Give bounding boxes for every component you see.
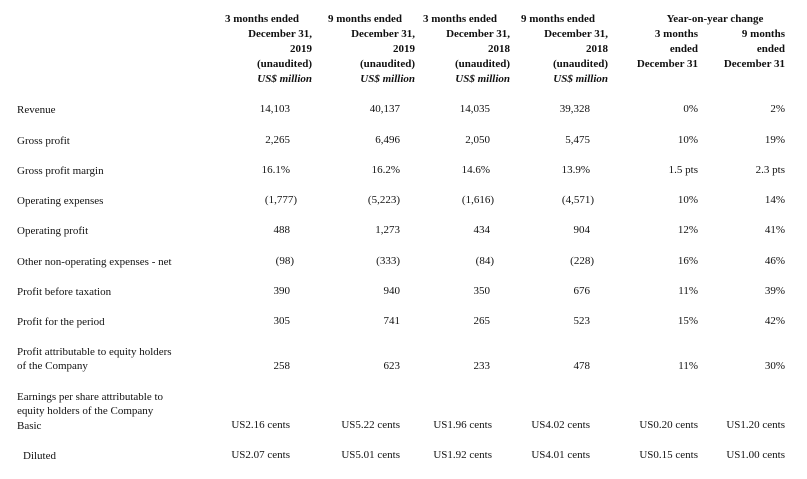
cell-q3-2018: US1.92 cents xyxy=(433,449,492,461)
cell-9m-2018: 13.9% xyxy=(561,164,590,176)
yoy-header-9m xyxy=(700,27,785,72)
cell-9m-2019: 40,137 xyxy=(369,103,400,115)
row-label: Revenue xyxy=(17,104,56,116)
row-label: Gross profit xyxy=(17,135,70,147)
table-row-operating-expenses xyxy=(0,194,807,224)
cell-yoy-9m: 46% xyxy=(764,255,785,267)
cell-9m-2018: (4,571) xyxy=(561,194,594,206)
header-line: 3 months xyxy=(654,28,698,40)
cell-yoy-3m: 15% xyxy=(677,315,698,327)
cell-q3-2019: 488 xyxy=(273,224,290,236)
row-label: Profit for the period xyxy=(17,316,105,328)
header-line: December 31, xyxy=(446,28,510,40)
cell-9m-2019: 741 xyxy=(383,315,400,327)
cell-q3-2018: 2,050 xyxy=(465,134,490,146)
cell-q3-2018: 434 xyxy=(473,224,490,236)
cell-yoy-9m: 2.3 pts xyxy=(755,164,785,176)
cell-yoy-3m: 11% xyxy=(678,285,698,297)
row-label: Gross profit margin xyxy=(17,165,104,177)
row-sublabel: Basic xyxy=(17,420,42,432)
cell-yoy-3m: 0% xyxy=(683,103,698,115)
cell-q3-2018: (1,616) xyxy=(461,194,494,206)
header-line: (unaudited) xyxy=(359,58,415,70)
table-row-profit-for-the-period xyxy=(0,315,807,345)
cell-yoy-3m: US0.20 cents xyxy=(639,419,698,431)
header-line: 3 months ended xyxy=(423,13,497,25)
table-row-profit-attributable xyxy=(0,345,807,377)
cell-9m-2018: 676 xyxy=(573,285,590,297)
cell-yoy-9m: 30% xyxy=(764,360,785,372)
cell-yoy-9m: 42% xyxy=(764,315,785,327)
table-row-gross-profit xyxy=(0,134,807,164)
cell-yoy-3m: US0.15 cents xyxy=(639,449,698,461)
cell-9m-2018: US4.02 cents xyxy=(531,419,590,431)
header-line: (unaudited) xyxy=(454,58,510,70)
cell-yoy-9m: 39% xyxy=(764,285,785,297)
cell-yoy-3m: 16% xyxy=(677,255,698,267)
cell-9m-2018: 478 xyxy=(573,360,590,372)
column-header-q3-2019 xyxy=(212,12,312,87)
cell-9m-2019: 6,496 xyxy=(375,134,400,146)
cell-yoy-9m: 2% xyxy=(770,103,785,115)
cell-yoy-3m: 1.5 pts xyxy=(668,164,698,176)
row-label: Operating expenses xyxy=(17,195,104,207)
cell-q3-2018: 265 xyxy=(473,315,490,327)
header-line: 3 months ended xyxy=(225,13,299,25)
cell-9m-2018: US4.01 cents xyxy=(531,449,590,461)
column-header-9m-2018 xyxy=(508,12,608,87)
header-line: 2019 xyxy=(393,43,415,55)
cell-9m-2018: 39,328 xyxy=(559,103,590,115)
cell-9m-2019: US5.22 cents xyxy=(341,419,400,431)
row-label: Profit attributable to equity holders of the Company xyxy=(17,346,172,372)
cell-9m-2018: 904 xyxy=(573,224,590,236)
header-unit: US$ million xyxy=(257,73,312,85)
header-unit: US$ million xyxy=(360,73,415,85)
cell-q3-2019: 14,103 xyxy=(259,103,290,115)
row-label: Diluted xyxy=(23,450,56,462)
cell-9m-2019: 1,273 xyxy=(375,224,400,236)
cell-9m-2018: 523 xyxy=(573,315,590,327)
cell-q3-2019: (1,777) xyxy=(264,194,297,206)
table-row-operating-profit xyxy=(0,224,807,254)
cell-q3-2018: 14,035 xyxy=(459,103,490,115)
header-line: 9 months ended xyxy=(521,13,595,25)
cell-yoy-9m: US1.00 cents xyxy=(726,449,785,461)
cell-yoy-9m: 14% xyxy=(764,194,785,206)
header-line: 9 months ended xyxy=(328,13,402,25)
cell-q3-2019: US2.16 cents xyxy=(231,419,290,431)
cell-q3-2019: (98) xyxy=(275,255,294,267)
table-row-revenue xyxy=(0,103,807,133)
column-header-q3-2018 xyxy=(410,12,510,87)
cell-yoy-3m: 10% xyxy=(677,194,698,206)
cell-q3-2019: 2,265 xyxy=(265,134,290,146)
cell-q3-2018: 14.6% xyxy=(461,164,490,176)
cell-9m-2019: (5,223) xyxy=(367,194,400,206)
header-line: 2018 xyxy=(488,43,510,55)
header-line: ended xyxy=(669,43,698,55)
header-line: (unaudited) xyxy=(552,58,608,70)
cell-q3-2018: 350 xyxy=(473,285,490,297)
cell-yoy-9m: US1.20 cents xyxy=(726,419,785,431)
row-label: Other non-operating expenses - net xyxy=(17,256,172,268)
table-row-other-non-operating-expenses xyxy=(0,255,807,285)
cell-9m-2018: 5,475 xyxy=(565,134,590,146)
yoy-header-3m xyxy=(610,27,698,72)
cell-yoy-3m: 11% xyxy=(678,360,698,372)
header-line: December 31, xyxy=(248,28,312,40)
cell-9m-2019: 940 xyxy=(383,285,400,297)
cell-q3-2018: 233 xyxy=(473,360,490,372)
cell-9m-2019: US5.01 cents xyxy=(341,449,400,461)
yoy-change-title: Year-on-year change xyxy=(666,13,764,25)
row-label: Profit before taxation xyxy=(17,286,112,298)
cell-q3-2019: 258 xyxy=(273,360,290,372)
column-header-9m-2019 xyxy=(315,12,415,87)
cell-q3-2019: 16.1% xyxy=(261,164,290,176)
cell-q3-2019: 305 xyxy=(273,315,290,327)
header-line: ended xyxy=(756,43,785,55)
header-line: December 31, xyxy=(544,28,608,40)
cell-q3-2019: US2.07 cents xyxy=(231,449,290,461)
cell-yoy-3m: 12% xyxy=(677,224,698,236)
table-row-profit-before-taxation xyxy=(0,285,807,315)
header-unit: US$ million xyxy=(553,73,608,85)
header-line: 9 months xyxy=(741,28,785,40)
header-unit: US$ million xyxy=(455,73,510,85)
header-line: (unaudited) xyxy=(256,58,312,70)
cell-q3-2019: 390 xyxy=(273,285,290,297)
cell-9m-2019: 16.2% xyxy=(371,164,400,176)
row-label: Operating profit xyxy=(17,225,89,237)
cell-9m-2018: (228) xyxy=(570,255,594,267)
cell-q3-2018: US1.96 cents xyxy=(433,419,492,431)
cell-9m-2019: 623 xyxy=(383,360,400,372)
table-row-gross-profit-margin xyxy=(0,164,807,194)
row-label: Earnings per share attributable to equity holders of the Company xyxy=(17,391,164,417)
header-line: 2019 xyxy=(290,43,312,55)
cell-yoy-3m: 10% xyxy=(677,134,698,146)
header-line: December 31 xyxy=(723,58,785,70)
table-row-eps-basic xyxy=(0,390,807,436)
cell-yoy-9m: 41% xyxy=(764,224,785,236)
cell-yoy-9m: 19% xyxy=(764,134,785,146)
header-line: December 31 xyxy=(636,58,698,70)
cell-q3-2018: (84) xyxy=(475,255,494,267)
table-row-eps-diluted xyxy=(0,449,807,479)
header-line: 2018 xyxy=(586,43,608,55)
cell-9m-2019: (333) xyxy=(376,255,400,267)
header-line: December 31, xyxy=(351,28,415,40)
